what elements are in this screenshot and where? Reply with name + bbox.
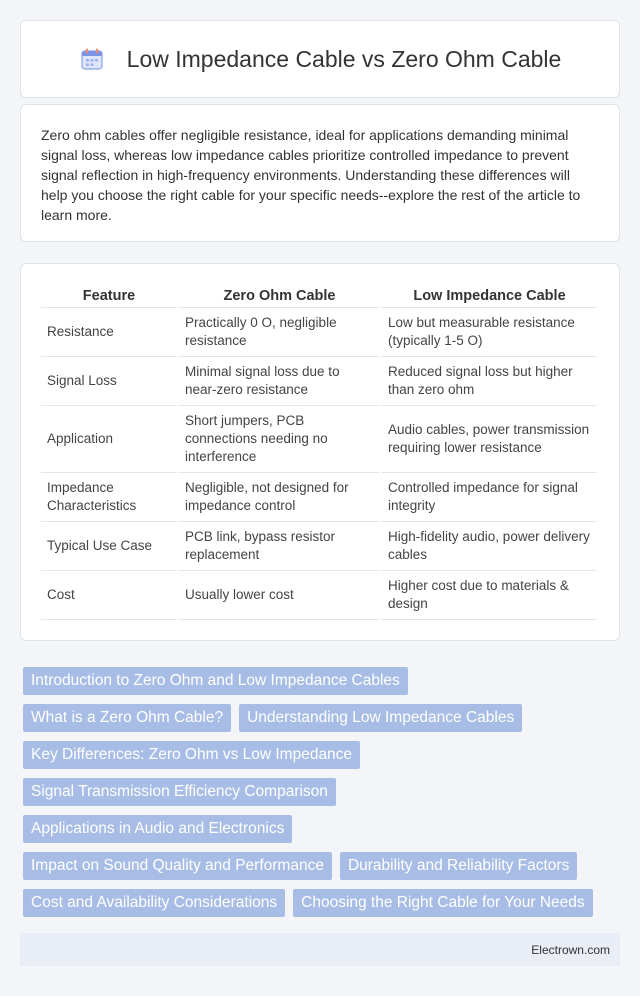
- topic-link-durability[interactable]: Durability and Reliability Factors: [340, 852, 577, 880]
- topic-row: [23, 778, 623, 806]
- table-cell: Minimal signal loss due to near-zero resistance: [178, 357, 381, 406]
- topic-links: [23, 667, 623, 926]
- topic-link-choosing-cable[interactable]: Choosing the Right Cable for Your Needs: [293, 889, 593, 917]
- column-header-feature: Feature: [41, 284, 178, 308]
- table-cell: Application: [41, 406, 178, 473]
- table-cell: Resistance: [41, 308, 178, 357]
- table-cell: Impedance Characteristics: [41, 473, 178, 522]
- topic-link-cost-availability[interactable]: Cost and Availability Considerations: [23, 889, 285, 917]
- table-header-row: [41, 284, 597, 308]
- topic-link-key-differences[interactable]: Key Differences: Zero Ohm vs Low Impedance: [23, 741, 360, 769]
- table-row: [41, 357, 597, 406]
- footer-site-name: Electrown.com: [531, 942, 610, 957]
- topic-row: [23, 667, 623, 695]
- table-cell: Usually lower cost: [178, 571, 381, 620]
- topic-link-signal-efficiency[interactable]: Signal Transmission Efficiency Comparison: [23, 778, 336, 806]
- topic-row: [23, 741, 623, 769]
- topic-link-understanding-low-impedance[interactable]: Understanding Low Impedance Cables: [239, 704, 522, 732]
- table-cell: Negligible, not designed for impedance control: [178, 473, 381, 522]
- table-cell: Typical Use Case: [41, 522, 178, 571]
- topic-row: [23, 852, 623, 880]
- table-row: [41, 308, 597, 357]
- table-cell: Practically 0 O, negligible resistance: [178, 308, 381, 357]
- intro-paragraph: Zero ohm cables offer negligible resistance, ideal for applications demanding minimal signal loss, whereas low impedance cables prioritize controlled impedance to prevent signal reflection in high-frequency environments. Understanding these differences will help you choose the right cable for your specific needs--explore the rest of the article to learn more.: [41, 127, 581, 223]
- calendar-icon: [79, 46, 105, 72]
- table-cell: Reduced signal loss but higher than zero ohm: [381, 357, 597, 406]
- title-card: [20, 20, 620, 98]
- footer: [20, 933, 620, 966]
- table-cell: Higher cost due to materials & design: [381, 571, 597, 620]
- topic-row: [23, 815, 623, 843]
- topic-link-sound-quality[interactable]: Impact on Sound Quality and Performance: [23, 852, 332, 880]
- table-row: [41, 522, 597, 571]
- page-title: Low Impedance Cable vs Zero Ohm Cable: [126, 45, 562, 72]
- topic-row: [23, 704, 623, 732]
- column-header-low-impedance: Low Impedance Cable: [381, 284, 597, 308]
- table-row: [41, 473, 597, 522]
- topic-row: [23, 889, 623, 917]
- table-cell: High-fidelity audio, power delivery cables: [381, 522, 597, 571]
- column-header-zero-ohm: Zero Ohm Cable: [178, 284, 381, 308]
- topic-link-introduction[interactable]: Introduction to Zero Ohm and Low Impedance Cables: [23, 667, 408, 695]
- table-cell: Controlled impedance for signal integrity: [381, 473, 597, 522]
- table-cell: Audio cables, power transmission requiring lower resistance: [381, 406, 597, 473]
- table-cell: Low but measurable resistance (typically 1-5 O): [381, 308, 597, 357]
- topic-link-applications[interactable]: Applications in Audio and Electronics: [23, 815, 292, 843]
- table-row: [41, 571, 597, 620]
- table-cell: Short jumpers, PCB connections needing no interference: [178, 406, 381, 473]
- table-row: [41, 406, 597, 473]
- table-cell: PCB link, bypass resistor replacement: [178, 522, 381, 571]
- topic-link-what-is-zero-ohm[interactable]: What is a Zero Ohm Cable?: [23, 704, 231, 732]
- table-cell: Signal Loss: [41, 357, 178, 406]
- comparison-table: [41, 284, 597, 620]
- comparison-card: [20, 263, 620, 641]
- table-cell: Cost: [41, 571, 178, 620]
- intro-card: [20, 104, 620, 242]
